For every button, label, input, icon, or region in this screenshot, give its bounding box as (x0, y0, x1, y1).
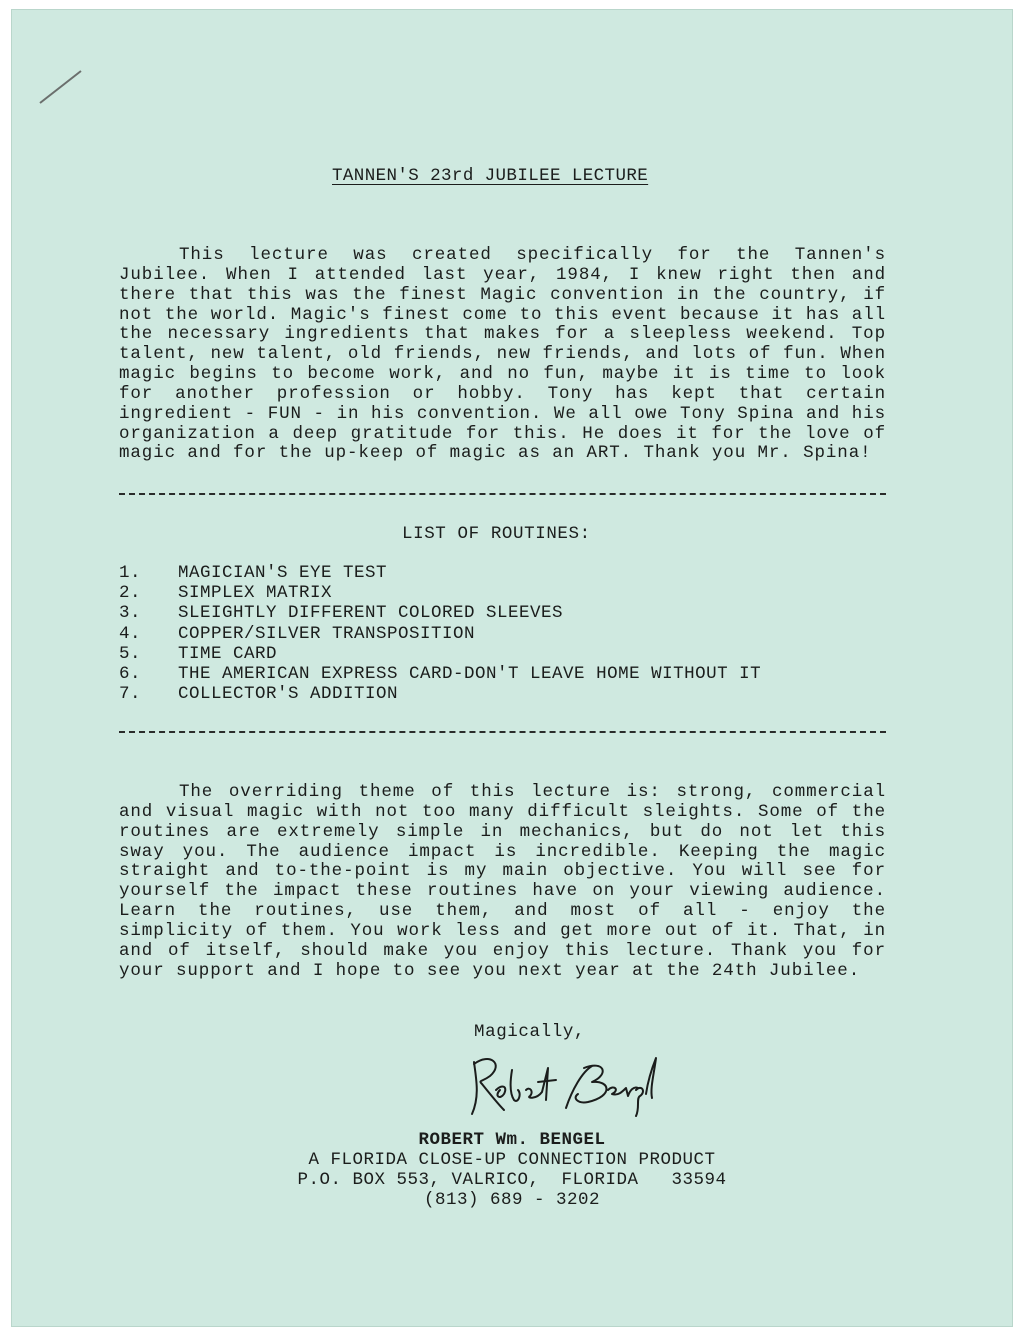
list-item (119, 624, 761, 644)
document-title: TANNEN'S 23rd JUBILEE LECTURE (332, 166, 649, 186)
routine-number: 3. (119, 603, 142, 624)
theme-paragraph (119, 783, 886, 981)
address-line: P.O. BOX 553, VALRICO, FLORIDA 33594 (297, 1170, 727, 1190)
list-item (119, 684, 761, 704)
document-page (12, 10, 1012, 1326)
routine-name: COPPER/SILVER TRANSPOSITION (178, 623, 476, 644)
routine-name: THE AMERICAN EXPRESS CARD-DON'T LEAVE HOME WITHOUT IT (178, 664, 762, 685)
dashed-divider-top (119, 493, 886, 495)
routine-number: 1. (119, 563, 142, 583)
handwritten-signature (460, 1050, 660, 1120)
routine-name: SLEIGHTLY DIFFERENT COLORED SLEEVES (178, 603, 564, 624)
routine-number: 4. (119, 623, 142, 644)
routines-list (119, 563, 761, 704)
phone-line: (813) 689 - 3202 (423, 1190, 601, 1210)
routine-number: 7. (119, 684, 142, 705)
theme-paragraph-text: The overriding theme of this lecture is: strong, commercial and visual magic with not too many difficult sleights. Some of the routines are extremely simple in mechanics, but do not let this sway you. The audience impact is incredible. Keeping the magic straight and to-the-point is my main objective. You will see for yourself the impact these routines have on your viewing audience. Learn the routines, use them, and most of all - enjoy the simplicity of them. You work less and get more out of it. That, in and of itself, should make you enjoy this lecture. Thank you for your support and I hope to see you next year at the 24th Jubilee. (119, 782, 886, 981)
routine-number: 2. (119, 583, 142, 604)
routine-name: SIMPLEX MATRIX (178, 583, 333, 604)
author-name: ROBERT Wm. BENGEL (418, 1130, 606, 1150)
company-line: A FLORIDA CLOSE-UP CONNECTION PRODUCT (308, 1150, 716, 1170)
dashed-divider-bottom (119, 731, 886, 733)
routine-number: 6. (119, 664, 142, 685)
routine-number: 5. (119, 643, 142, 664)
intro-paragraph (119, 246, 886, 464)
routine-name: MAGICIAN'S EYE TEST (178, 563, 388, 583)
pencil-mark (39, 70, 81, 104)
list-item (119, 583, 761, 603)
routine-name: COLLECTOR'S ADDITION (178, 684, 399, 705)
list-item (119, 603, 761, 623)
routine-name: TIME CARD (178, 643, 278, 664)
list-item (119, 644, 761, 664)
routines-heading: LIST OF ROUTINES: (402, 524, 591, 544)
list-item (119, 664, 761, 684)
list-item (119, 563, 761, 583)
closing-salutation: Magically, (474, 1022, 586, 1042)
contact-block (12, 1130, 1012, 1210)
intro-paragraph-text: This lecture was created specifically for the Tannen's Jubilee. When I attended last year, 1984, I knew right then and there that this was the finest Magic convention in the country, if not the world. Magic's finest come to this event because it has all the necessary ingredients that makes for a sleepless weekend. Top talent, new talent, old friends, new friends, and lots of fun. When magic begins to become work, and no fun, maybe it is time to look for another profession or hobby. Tony has kept that certain ingredient - FUN - in his convention. We all owe Tony Spina and his organization a deep gratitude for this. He does it for the love of magic and for the up-keep of magic as an ART. Thank you Mr. Spina! (119, 245, 886, 464)
